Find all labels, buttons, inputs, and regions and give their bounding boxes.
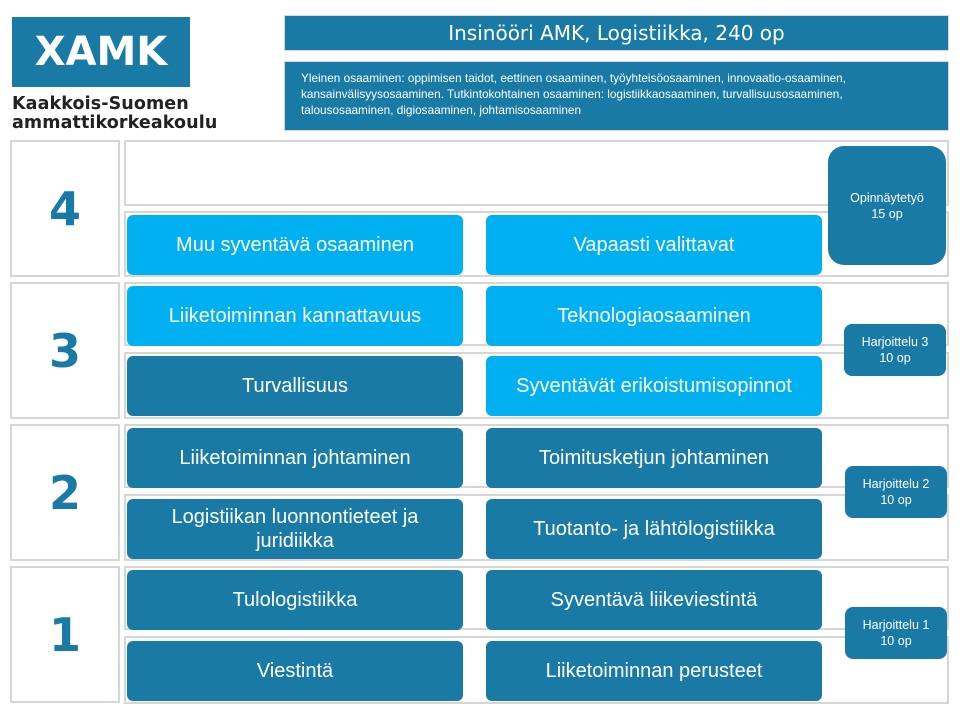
internship-3-label: Harjoittelu 3: [861, 335, 929, 349]
thesis-credits: 15 op: [871, 206, 903, 221]
internship-2-label: Harjoittelu 2: [862, 477, 930, 491]
xamk-logo-mark: [12, 17, 190, 87]
course-logistiikan-luonnontieteet: Logistiikan luonnontieteet ja juridiikka: [127, 499, 463, 559]
competence-description: Yleinen osaaminen: oppimisen taidot, eettinen osaaminen, työyhteisöosaaminen, innovaatio-osaaminen, kansainvälisyysosaaminen. Tutkintokohtainen osaaminen: logistiikkaosaaminen, turvallisuusosaaminen, talousosaaminen, digiosaaminen, johtamisosaaminen: [284, 61, 949, 131]
internship-3: [844, 324, 946, 376]
course-vapaasti-valittavat: Vapaasti valittavat: [486, 215, 822, 275]
thesis-label: Opinnäytetyö: [850, 190, 924, 205]
course-tulologistiikka: Tulologistiikka: [127, 570, 463, 630]
course-teknologiaosaaminen: Teknologiaosaaminen: [486, 286, 822, 346]
course-syventavat-erikoistumisopinnot: Syventävät erikoistumisopinnot: [486, 356, 822, 416]
year-3-label: 3: [10, 282, 120, 419]
internship-1-credits: 10 op: [880, 634, 912, 648]
thesis-box: [828, 146, 946, 265]
course-liiketoiminnan-johtaminen: Liiketoiminnan johtaminen: [127, 428, 463, 488]
year-1-label: 1: [10, 566, 120, 703]
internship-1: [845, 607, 947, 659]
year-2-label: 2: [10, 424, 120, 561]
course-toimitusketjun-johtaminen: Toimitusketjun johtaminen: [486, 428, 822, 488]
course-syventava-liikeviestinta: Syventävä liikeviestintä: [486, 570, 822, 630]
course-liiketoiminnan-perusteet: Liiketoiminnan perusteet: [486, 641, 822, 701]
logo-mark-text: XAMK: [34, 29, 168, 75]
course-viestinta: Viestintä: [127, 641, 463, 701]
course-liiketoiminnan-kannattavuus: Liiketoiminnan kannattavuus: [127, 286, 463, 346]
year-4-row-a: [124, 140, 949, 206]
degree-title: Insinööri AMK, Logistiikka, 240 op: [284, 15, 949, 51]
course-tuotanto-lahtologistiikka: Tuotanto- ja lähtölogistiikka: [486, 499, 822, 559]
internship-2: [845, 466, 947, 518]
course-turvallisuus: Turvallisuus: [127, 356, 463, 416]
year-4-label: 4: [10, 140, 120, 277]
internship-2-credits: 10 op: [880, 493, 912, 507]
internship-1-label: Harjoittelu 1: [862, 618, 930, 632]
logo-line-1: Kaakkois-Suomen: [12, 94, 189, 114]
course-muu-syventava: Muu syventävä osaaminen: [127, 215, 463, 275]
internship-3-credits: 10 op: [879, 351, 911, 365]
logo-line-2: ammattikorkeakoulu: [12, 113, 218, 133]
